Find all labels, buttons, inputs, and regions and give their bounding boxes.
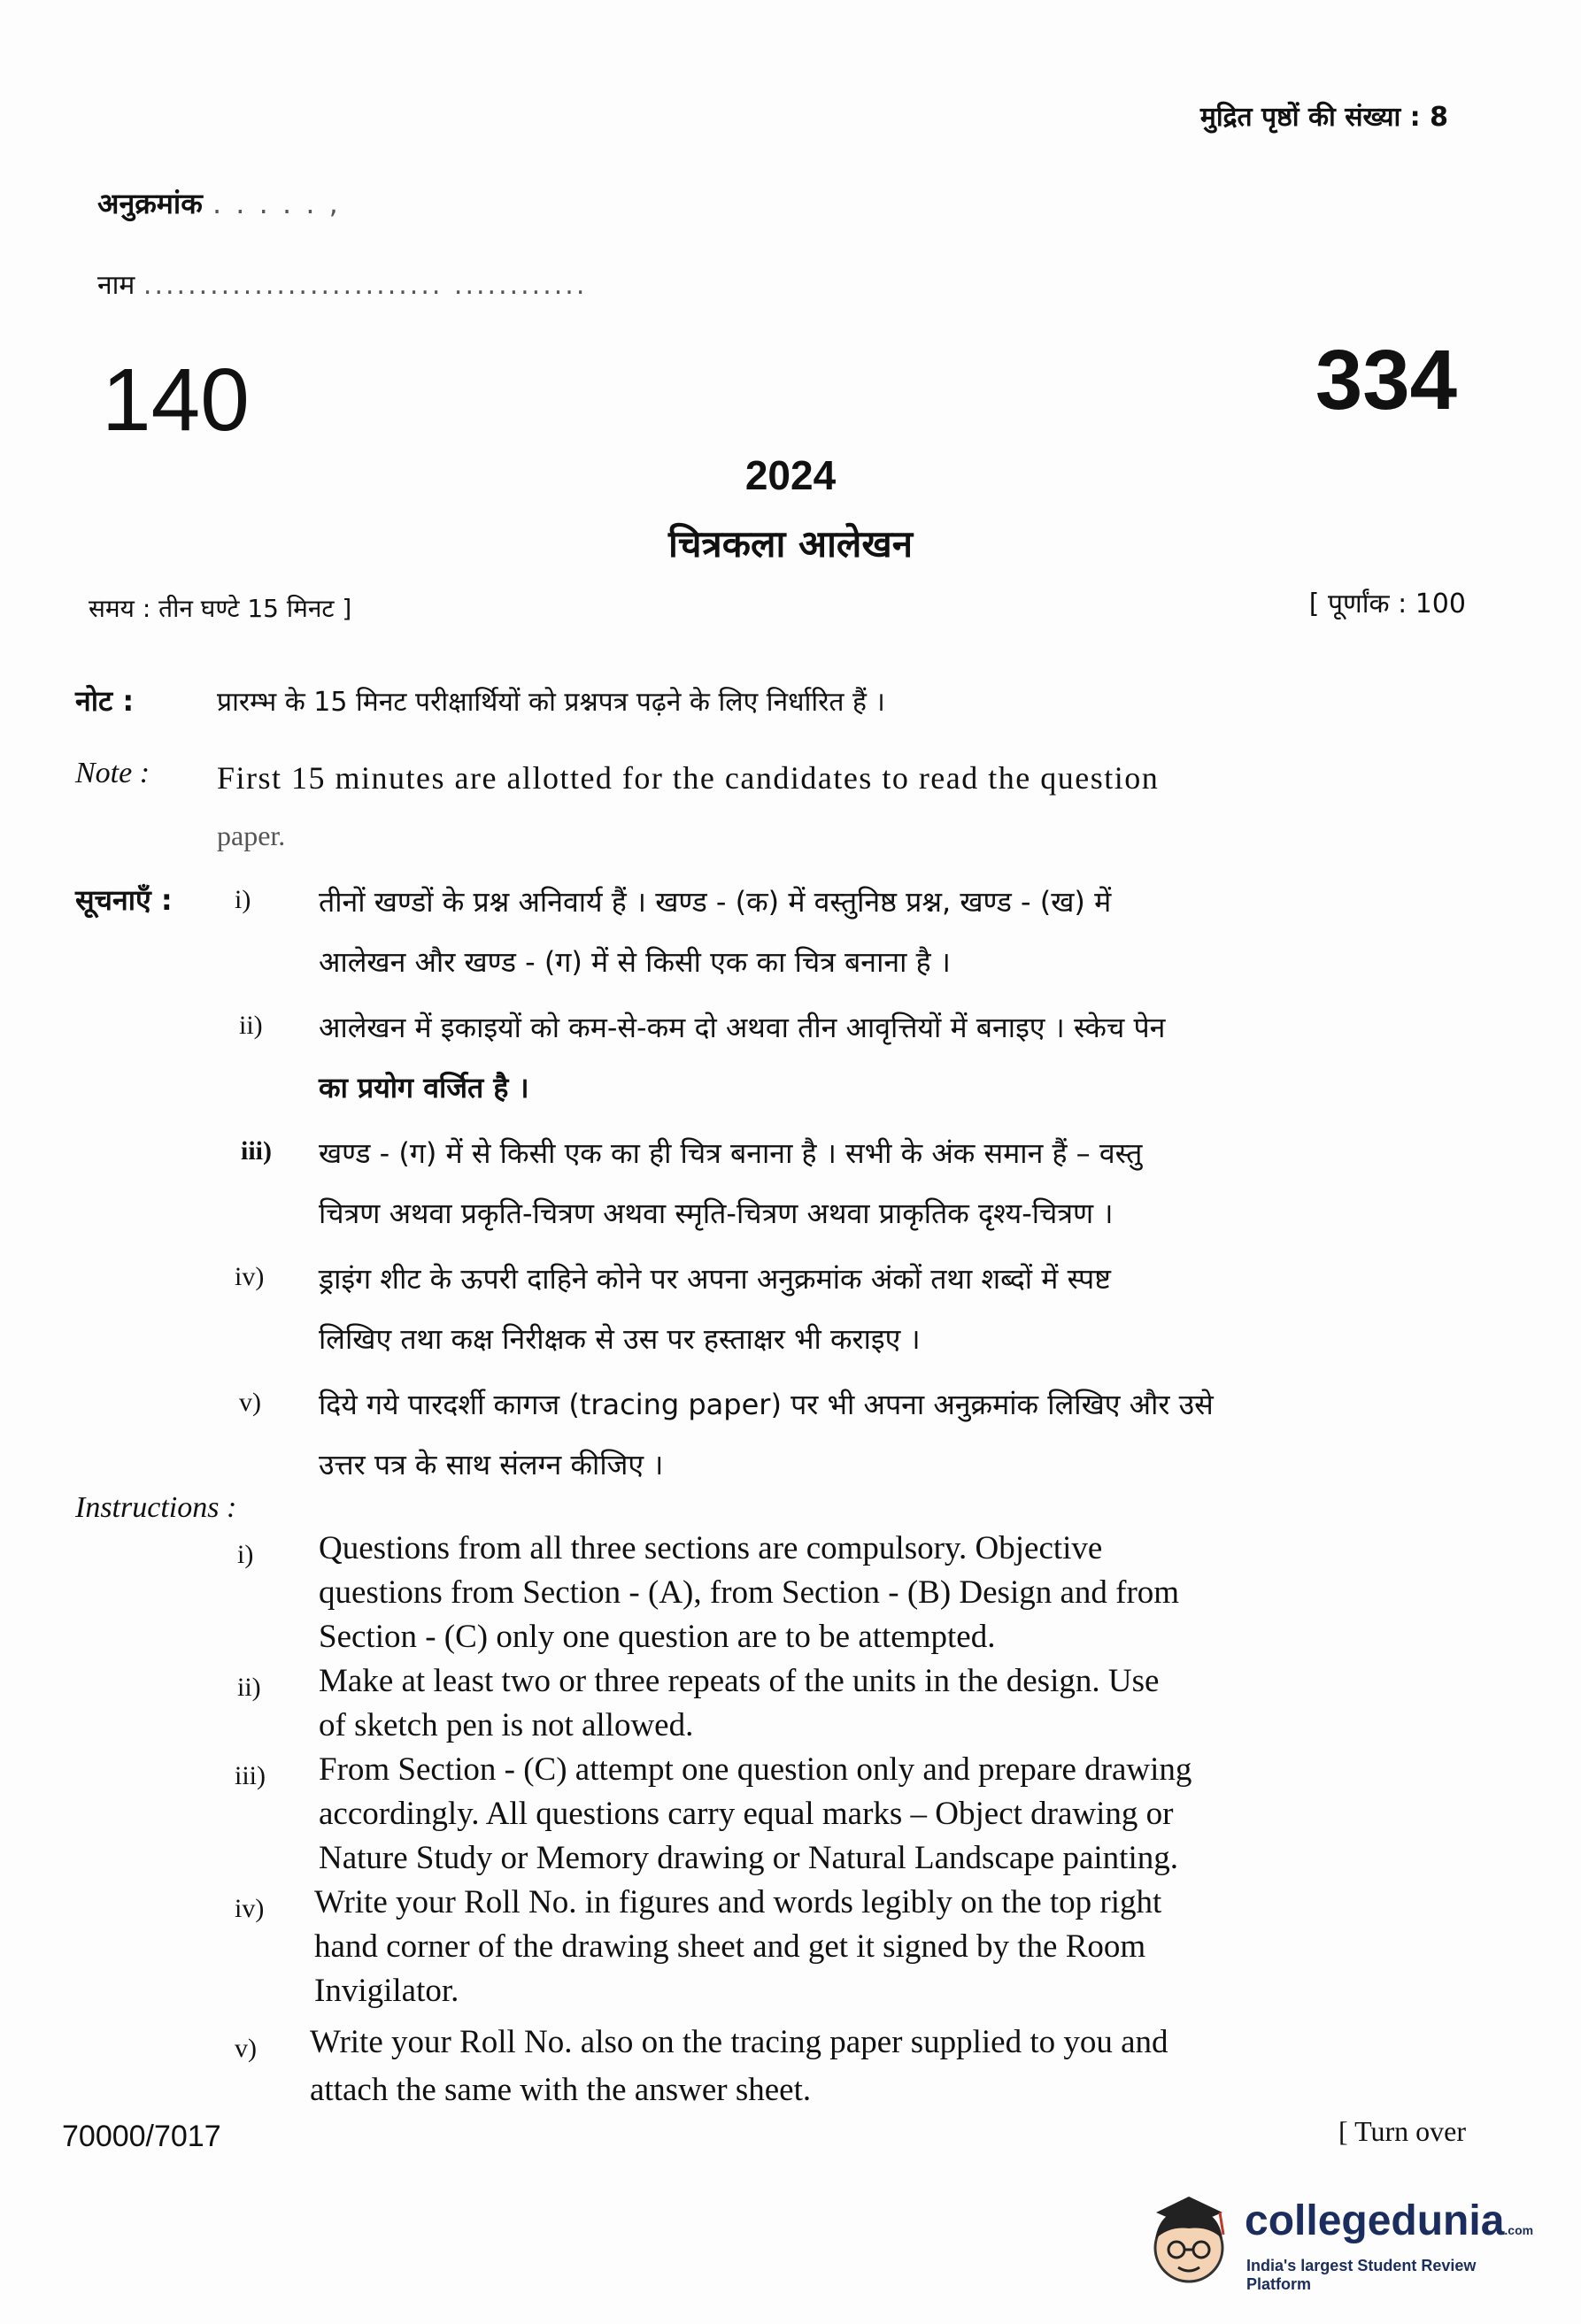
instruction-hi-5-line2: उत्तर पत्र के साथ संलग्न कीजिए । (319, 1448, 664, 1481)
turn-over-label: [ Turn over (1338, 2115, 1466, 2147)
instruction-en-4-line3: Invigilator. (314, 1973, 459, 2009)
instruction-en-4-line1: Write your Roll No. in figures and words legibly on the top right (314, 1884, 1162, 1920)
name-dots: ........................... ............ (143, 270, 588, 301)
student-mascot-icon (1138, 2186, 1240, 2301)
instruction-en-5-num: v) (235, 2034, 257, 2063)
instruction-hi-3-line2: चित्रण अथवा प्रकृति-चित्रण अथवा स्मृति-चित्रण अथवा प्राकृतिक दृश्य-चित्रण । (319, 1197, 1114, 1230)
roll-label-text: अनुक्रमांक (97, 187, 203, 220)
paper-code-left: 140 (102, 350, 250, 450)
instruction-hi-5-num: v) (239, 1388, 261, 1417)
instruction-hi-2-line1: आलेखन में इकाइयों को कम-से-कम दो अथवा तीन आवृत्तियों में बनाइए । स्केच पेन (319, 1011, 1166, 1044)
paper-serial-code: 70000/7017 (62, 2120, 221, 2153)
instruction-en-3-line3: Nature Study or Memory drawing or Natural Landscape painting. (319, 1840, 1178, 1876)
instruction-hi-2-num: ii) (239, 1011, 263, 1040)
instruction-en-5-line1: Write your Roll No. also on the tracing paper supplied to you and (310, 2024, 1168, 2060)
instruction-en-1-line1: Questions from all three sections are compulsory. Objective (319, 1530, 1103, 1566)
instruction-hi-4-line1: ड्राइंग शीट के ऊपरी दाहिने कोने पर अपना अनुक्रमांक अंकों तथा शब्दों में स्पष्ट (319, 1262, 1111, 1296)
exam-year: 2024 (744, 452, 837, 498)
instruction-en-1-line3: Section - (C) only one question are to be attempted. (319, 1619, 996, 1655)
instruction-hi-1-line1: तीनों खण्डों के प्रश्न अनिवार्य हैं । खण्ड - (क) में वस्तुनिष्ठ प्रश्न, खण्ड - (ख) में (319, 885, 1112, 919)
subject-title: चित्रकला आलेखन (667, 522, 914, 566)
instructions-hi-label: सूचनाएँ : (75, 883, 173, 917)
paper-code-right: 334 (1315, 333, 1457, 427)
instruction-en-4-num: iv) (235, 1894, 265, 1923)
logo-tagline: India's largest Student Review Platform (1246, 2257, 1477, 2293)
instruction-hi-1-num: i) (235, 885, 251, 914)
printed-pages-count: मुद्रित पृष्ठों की संख्या : 8 (1199, 102, 1448, 133)
roll-number-label (97, 184, 341, 222)
instruction-en-3-line2: accordingly. All questions carry equal marks – Object drawing or (319, 1796, 1174, 1832)
instructions-en-label: Instructions : (75, 1491, 237, 1524)
note-en-line1: First 15 minutes are allotted for the candidates to read the question (217, 760, 1160, 796)
instruction-hi-3-num: iii) (241, 1136, 272, 1166)
instruction-en-2-line2: of sketch pen is not allowed. (319, 1707, 694, 1743)
collegedunia-logo[interactable] (1138, 2186, 1534, 2301)
instruction-en-2-num: ii) (237, 1673, 261, 1702)
instruction-hi-4-line2: लिखिए तथा कक्ष निरीक्षक से उस पर हस्ताक्षर भी कराइए । (319, 1322, 921, 1356)
instruction-hi-5-line1: दिये गये पारदर्शी कागज (tracing paper) पर भी अपना अनुक्रमांक लिखिए और उसे (319, 1388, 1214, 1421)
instruction-en-3-num: iii) (235, 1761, 266, 1790)
time-allowed: समय : तीन घण्टे 15 मिनट ] (89, 594, 352, 623)
logo-dotcom: .com (1504, 2223, 1534, 2237)
roll-dots: . . . . . , (212, 187, 341, 220)
instruction-en-3-line1: From Section - (C) attempt one question only and prepare drawing (319, 1751, 1192, 1788)
name-label-text: नाम (97, 270, 135, 301)
instruction-hi-1-line2: आलेखन और खण्ड - (ग) में से किसी एक का चित्र बनाना है । (319, 945, 951, 979)
max-marks: [ पूर्णांक : 100 (1308, 589, 1466, 619)
note-hi-label: नोट : (75, 684, 135, 718)
instruction-en-2-line1: Make at least two or three repeats of the units in the design. Use (319, 1663, 1160, 1699)
note-en-line2: paper. (217, 820, 286, 851)
instruction-en-5-line2: attach the same with the answer sheet. (310, 2072, 812, 2108)
name-field (97, 265, 587, 302)
instruction-en-1-line2: questions from Section - (A), from Section - (B) Design and from (319, 1574, 1180, 1611)
note-hi-text: प्रारम्भ के 15 मिनट परीक्षार्थियों को प्रश्नपत्र पढ़ने के लिए निर्धारित हैं । (217, 687, 885, 718)
instruction-en-1-num: i) (237, 1540, 254, 1569)
note-en-label: Note : (75, 757, 150, 789)
instruction-hi-4-num: iv) (235, 1262, 265, 1291)
instruction-en-4-line2: hand corner of the drawing sheet and get it signed by the Room (314, 1928, 1146, 1965)
logo-name: collegedunia (1245, 2197, 1505, 2244)
logo-wordmark (1245, 2197, 1533, 2245)
instruction-hi-2-line2: का प्रयोग वर्जित है । (319, 1071, 529, 1104)
instruction-hi-3-line1: खण्ड - (ग) में से किसी एक का ही चित्र बनाना है । सभी के अंक समान हैं – वस्तु (319, 1136, 1143, 1170)
